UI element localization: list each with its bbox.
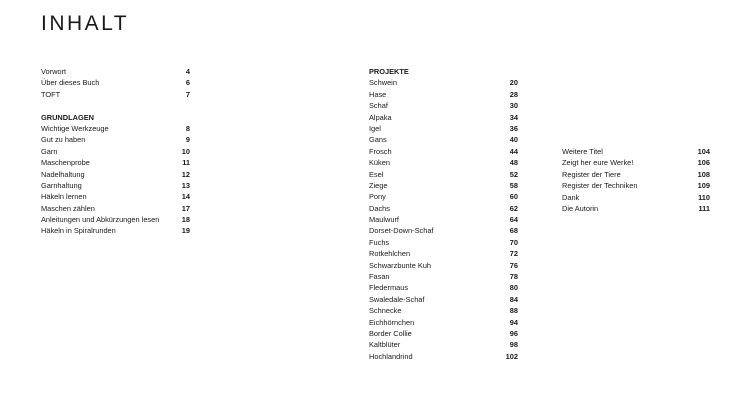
toc-entry [41, 134, 190, 145]
toc-column-1 [41, 66, 190, 237]
toc-entry-label: Garnhaltung [41, 180, 82, 190]
toc-entry [41, 123, 190, 134]
toc-entry-page-number: 7 [185, 89, 190, 99]
toc-entry-label: Anleitungen und Abkürzungen lesen [41, 215, 160, 225]
toc-entry-label: Küken [369, 158, 390, 168]
toc-entry [369, 112, 518, 123]
toc-intro-list [41, 66, 190, 100]
toc-entry [41, 89, 190, 100]
toc-entry-label: Wichtige Werkzeuge [41, 123, 109, 133]
toc-column-2 [369, 66, 518, 362]
toc-entry-label: Vorwort [41, 67, 67, 76]
toc-entry-page-number: 76 [509, 260, 518, 270]
toc-entry-label: Hase [369, 89, 387, 99]
toc-entry [41, 77, 190, 88]
toc-entry-page-number: 88 [509, 306, 518, 316]
page-title: INHALT [41, 12, 130, 35]
toc-entry-label: Dachs [369, 203, 390, 213]
toc-entry-label: Schaf [369, 101, 388, 111]
toc-entry [369, 180, 518, 191]
toc-entry-label: Weitere Titel [562, 147, 603, 156]
toc-entry-label: Alpaka [369, 112, 392, 122]
section-title-projekte: PROJEKTE [369, 67, 409, 76]
toc-entry-page-number: 110 [698, 192, 710, 202]
toc-entry-label: Register der Tiere [562, 169, 621, 179]
toc-entry-label: Gut zu haben [41, 135, 86, 145]
toc-entry-page-number: 6 [185, 78, 190, 88]
toc-entry [369, 248, 518, 259]
toc-entry [369, 157, 518, 168]
toc-entry [369, 271, 518, 282]
toc-entry-page-number: 104 [697, 147, 710, 156]
toc-entry [369, 282, 518, 293]
toc-entry-label: Border Collie [369, 328, 412, 338]
toc-entry [369, 100, 518, 111]
toc-entry [41, 146, 190, 157]
toc-entry-page-number: 60 [509, 192, 518, 202]
section-title-grundlagen: GRUNDLAGEN [41, 112, 94, 122]
toc-entry [41, 191, 190, 202]
toc-entry-page-number: 13 [181, 180, 190, 190]
toc-entry-label: Garn [41, 146, 58, 156]
toc-entry-page-number: 96 [509, 328, 518, 338]
toc-entry [41, 66, 190, 77]
toc-entry [562, 203, 710, 214]
toc-entry [369, 317, 518, 328]
toc-entry-label: Zeigt her eure Werke! [562, 158, 634, 168]
toc-entry-page-number: 70 [509, 237, 518, 247]
toc-entry [369, 146, 518, 157]
toc-entry-page-number: 20 [509, 78, 518, 88]
toc-entry-page-number: 12 [181, 169, 190, 179]
toc-entry-label: Schwarzbunte Kuh [369, 260, 432, 270]
toc-entry-page-number: 80 [509, 283, 518, 293]
toc-entry-page-number: 106 [697, 158, 710, 168]
toc-entry-label: Swaledale-Schaf [369, 294, 425, 304]
toc-entry-page-number: 14 [181, 192, 190, 202]
toc-entry [369, 305, 518, 316]
toc-entry-label: Schwein [369, 78, 397, 88]
toc-entry [369, 294, 518, 305]
toc-entry-page-number: 52 [509, 169, 518, 179]
toc-entry [369, 123, 518, 134]
toc-entry [369, 351, 518, 362]
toc-entry [41, 169, 190, 180]
toc-entry-label: Die Autorin [562, 203, 599, 213]
toc-entry [369, 203, 518, 214]
toc-entry-page-number: 62 [509, 203, 518, 213]
toc-entry-label: Fasan [369, 272, 390, 282]
toc-entry-page-number: 17 [181, 203, 190, 213]
toc-entry-label: Nadelhaltung [41, 169, 85, 179]
toc-entry-page-number: 44 [509, 146, 518, 156]
toc-entry-page-number: 111 [698, 203, 710, 213]
toc-entry [41, 203, 190, 214]
toc-entry-page-number: 40 [509, 135, 518, 145]
toc-entry-page-number: 36 [509, 123, 518, 133]
toc-entry-page-number: 28 [509, 89, 518, 99]
toc-entry-label: TOFT [41, 89, 61, 99]
toc-entry [562, 180, 710, 191]
toc-entry [562, 157, 710, 168]
toc-entry-page-number: 84 [509, 294, 518, 304]
toc-entry [41, 180, 190, 191]
toc-entry-page-number: 58 [509, 180, 518, 190]
toc-entry-label: Dank [562, 192, 580, 202]
toc-entry-page-number: 98 [509, 340, 518, 350]
toc-entry [369, 260, 518, 271]
toc-entry-page-number: 18 [181, 215, 190, 225]
toc-entry-label: Hochlandrind [369, 351, 413, 361]
toc-entry [369, 191, 518, 202]
toc-entry-label: Igel [369, 123, 381, 133]
toc-entry-label: Kaltblüter [369, 340, 401, 350]
toc-entry [369, 169, 518, 180]
toc-entry-label: Schnecke [369, 306, 402, 316]
toc-entry [41, 225, 190, 236]
toc-entry-label: Häkeln lernen [41, 192, 87, 202]
toc-entry-label: Maulwurf [369, 215, 399, 225]
toc-entry [562, 169, 710, 180]
toc-entry-page-number: 72 [509, 249, 518, 259]
toc-entry-label: Eichhörnchen [369, 317, 415, 327]
toc-entry [562, 146, 710, 157]
toc-entry-label: Frosch [369, 146, 392, 156]
toc-entry-page-number: 94 [509, 317, 518, 327]
spacer [41, 100, 190, 111]
toc-entry [369, 237, 518, 248]
toc-entry-page-number: 10 [181, 146, 190, 156]
toc-entry-page-number: 11 [182, 158, 190, 168]
toc-entry-page-number: 34 [509, 112, 518, 122]
toc-entry-label: Rotkehlchen [369, 249, 411, 259]
toc-entry-page-number: 109 [697, 181, 710, 191]
toc-entry [369, 214, 518, 225]
toc-column-3 [562, 146, 710, 214]
toc-entry [369, 339, 518, 350]
toc-entry [369, 225, 518, 236]
toc-entry-label: Über dieses Buch [41, 78, 100, 88]
toc-entry-label: Ziege [369, 180, 388, 190]
toc-entry-page-number: 68 [509, 226, 518, 236]
toc-entry-page-number: 8 [185, 123, 190, 133]
toc-entry [562, 192, 710, 203]
toc-entry-label: Maschen zählen [41, 203, 95, 213]
toc-entry-label: Häkeln in Spiralrunden [41, 226, 116, 236]
toc-entry-label: Dorset-Down-Schaf [369, 226, 434, 236]
toc-entry-label: Fledermaus [369, 283, 409, 293]
toc-entry-page-number: 9 [185, 135, 190, 145]
toc-grundlagen-list [41, 123, 190, 237]
toc-entry-page-number: 48 [509, 158, 518, 168]
toc-entry [369, 328, 518, 339]
toc-entry-page-number: 78 [509, 272, 518, 282]
toc-appendix-list [562, 146, 710, 214]
toc-entry [41, 214, 190, 225]
toc-entry-page-number: 19 [181, 226, 190, 236]
toc-entry [369, 77, 518, 88]
toc-entry [369, 89, 518, 100]
toc-entry [41, 157, 190, 168]
toc-entry-page-number: 4 [185, 67, 190, 76]
toc-entry-label: Gans [369, 135, 387, 145]
toc-entry-label: Pony [369, 192, 386, 202]
toc-entry-page-number: 102 [505, 351, 518, 361]
toc-entry-page-number: 64 [509, 215, 518, 225]
toc-entry-label: Esel [369, 169, 384, 179]
toc-entry-page-number: 108 [697, 169, 710, 179]
toc-entry [369, 134, 518, 145]
toc-entry-page-number: 30 [509, 101, 518, 111]
toc-projekte-list [369, 77, 518, 362]
toc-entry-label: Fuchs [369, 237, 390, 247]
toc-entry-label: Maschenprobe [41, 158, 90, 168]
toc-entry-label: Register der Techniken [562, 181, 638, 191]
